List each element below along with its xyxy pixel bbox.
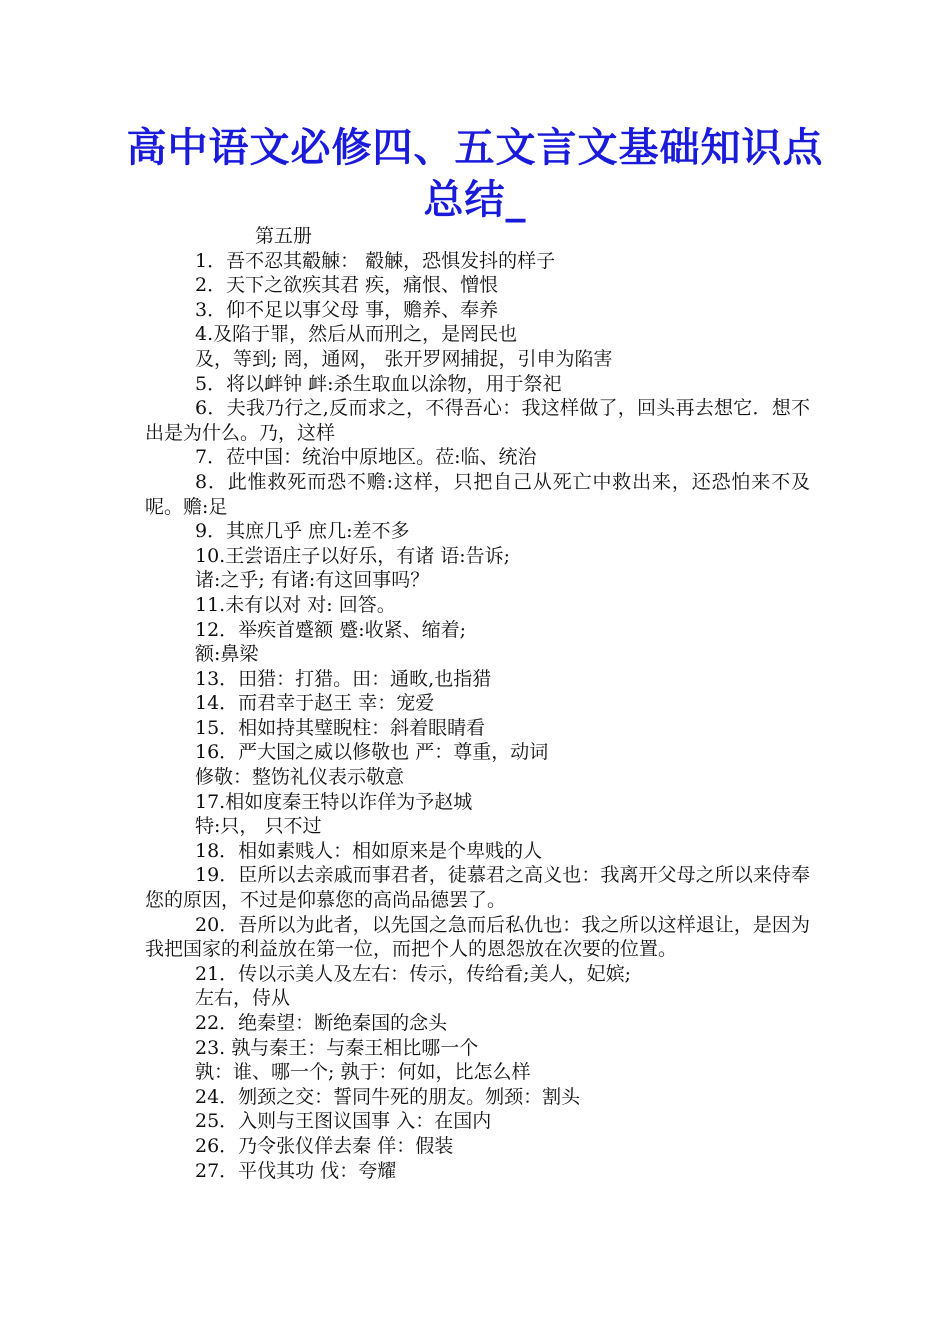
text-line: 额:鼻梁: [195, 643, 259, 666]
text-line: 8．此惟救死而恐不赡:这样，只把自己从死亡中救出来，还恐怕来不及呢。赡:足: [145, 470, 810, 518]
text-line: 特:只， 只不过: [195, 815, 322, 838]
text-line: 11.未有以对 对: 回答。: [195, 593, 396, 616]
text-line: 22．绝秦望：断绝秦国的念头: [195, 1012, 448, 1034]
text-line: 诸:之乎; 有诸:有这回事吗？: [195, 569, 430, 592]
text-line: 25．入则与王图议国事 入：在国内: [195, 1110, 492, 1133]
text-line: 10.王尝语庄子以好乐，有诸 语:告诉;: [195, 544, 511, 567]
text-line: 6．夫我乃行之,反而求之，不得吾心：我这样做了，回头再去想它．想不出是为什么。乃，这样: [145, 397, 810, 444]
text-line: 24．刎颈之交：誓同牛死的朋友。刎颈：割头: [195, 1085, 581, 1108]
text-line: 19．臣所以去亲戚而事君者，徒慕君之高义也：我离开父母之所以来侍奉您的原因，不过是仰慕您的高尚品德罢了。: [145, 864, 810, 912]
text-line: 孰：谁、哪一个; 孰于：何如，比怎么样: [195, 1061, 531, 1084]
text-line: 21．传以示美人及左右：传示，传给看;美人，妃嫔;: [195, 962, 631, 985]
text-line: 5．将以衅钟 衅:杀生取血以涂物，用于祭祀: [195, 372, 562, 395]
text-line: 第五册: [255, 225, 313, 247]
text-line: 23. 孰与秦王：与秦王相比哪一个: [195, 1036, 479, 1059]
text-line: 13．田猎：打猎。田：通畋,也指猎: [195, 667, 492, 690]
text-line: 及，等到; 罔，通网， 张开罗网捕捉，引申为陷害: [195, 347, 613, 370]
text-line: 14．而君幸于赵王 幸：宠爱: [195, 692, 435, 715]
text-line: 1．吾不忍其觳觫： 觳觫，恐惧发抖的样子: [195, 249, 556, 272]
text-line: 15．相如持其璧睨柱：斜着眼睛看: [195, 716, 486, 739]
text-line: 9．其庶几乎 庶几:差不多: [195, 520, 410, 543]
text-line: 12．举疾首蹙额 蹙:收紧、缩着;: [195, 618, 467, 641]
text-line: 2．天下之欲疾其君 疾，痛恨、憎恨: [195, 274, 499, 297]
text-line: 27．平伐其功 伐：夸耀: [195, 1159, 397, 1182]
text-line: 左右，侍从: [195, 987, 291, 1010]
text-line: 20．吾所以为此者，以先国之急而后私仇也：我之所以这样退让，是因为我把国家的利益放在第一位，而把个人的恩怨放在次要的位置。: [145, 913, 810, 961]
text-line: 16．严大国之威以修敬也 严：尊重，动词: [195, 741, 549, 764]
text-line: 3．仰不足以事父母 事，赡养、奉养: [195, 298, 499, 321]
text-line: 修敬：整饬礼仪表示敬意: [195, 766, 405, 789]
document-body: [145, 224, 810, 1183]
text-line: 26．乃令张仪佯去秦 佯：假装: [195, 1134, 454, 1157]
text-line: 18．相如素贱人：相如原来是个卑贱的人: [195, 839, 543, 862]
text-line: 7．莅中国：统治中原地区。莅:临、统治: [195, 446, 537, 469]
text-line: 4.及陷于罪，然后从而刑之，是罔民也: [195, 323, 518, 346]
document-title: 高中语文必修四、五文言文基础知识点总结_: [126, 125, 824, 223]
text-line: 17.相如度秦王特以诈佯为予赵城: [195, 790, 473, 813]
